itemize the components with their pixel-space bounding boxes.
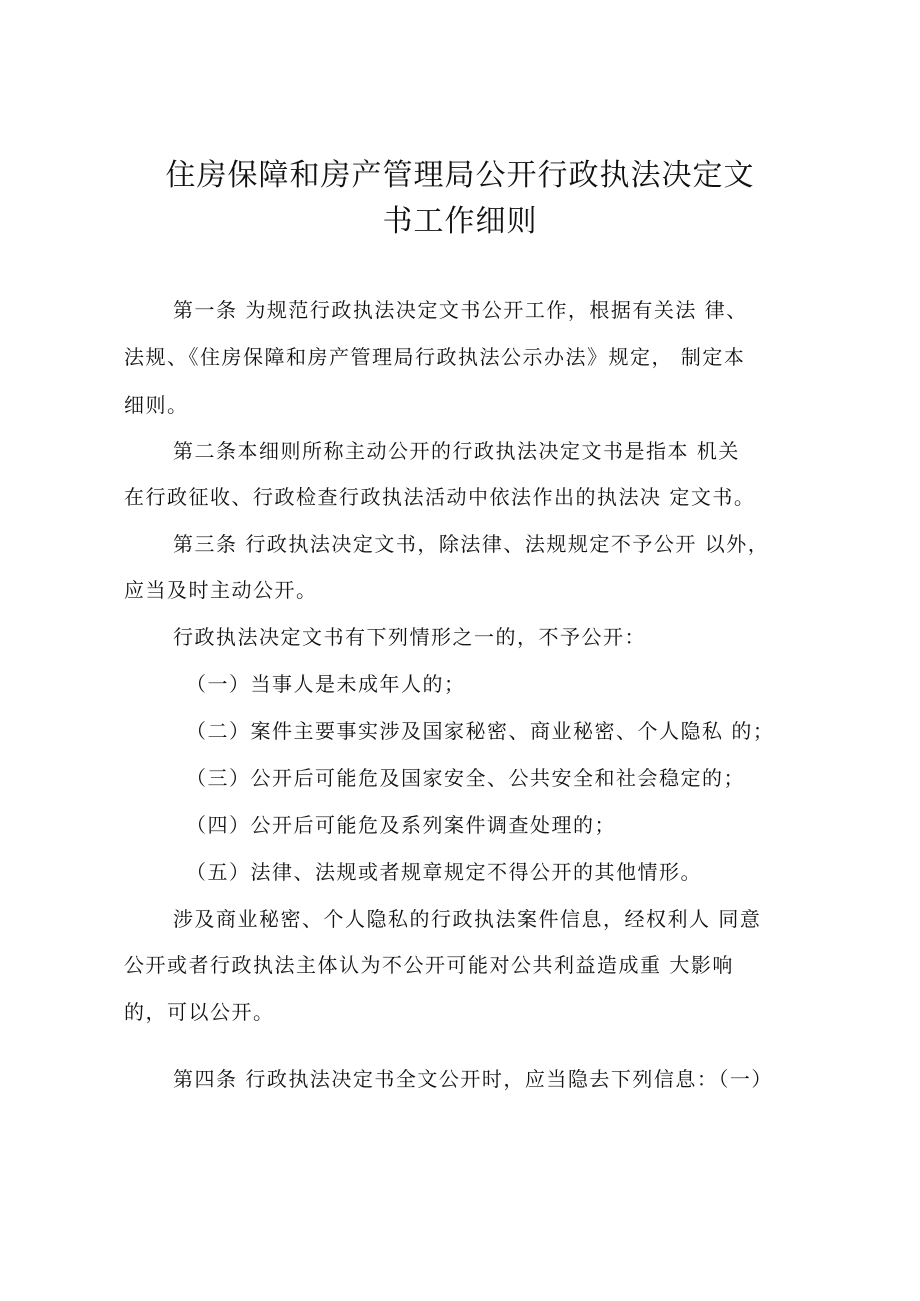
disclosure-exception-line-2: 公开或者行政执法主体认为不公开可能对公共利益造成重 大影响 <box>124 953 734 977</box>
document-title-line-2: 书工作细则 <box>382 204 538 239</box>
disclosure-exception-line-3: 的，可以公开。 <box>124 1000 275 1024</box>
article-1-line-2: 法规、《住房保障和房产管理局行政执法公示办法》规定， 制定本 <box>124 345 746 369</box>
article-3-line-1: 第三条 行政执法决定文书，除法律、法规规定不予公开 以外， <box>173 532 770 556</box>
exclusion-item-2: （二）案件主要事实涉及国家秘密、商业秘密、个人隐私 的； <box>186 719 775 743</box>
exclusion-item-3: （三）公开后可能危及国家安全、公共安全和社会稳定的； <box>186 766 745 790</box>
exclusion-item-4: （四）公开后可能危及系列案件调查处理的； <box>186 813 616 837</box>
article-2-line-2: 在行政征收、行政检查行政执法活动中依法作出的执法决 定文书。 <box>124 485 756 509</box>
exclusions-intro: 行政执法决定文书有下列情形之一的，不予公开： <box>173 625 646 649</box>
disclosure-exception-line-1: 涉及商业秘密、个人隐私的行政执法案件信息，经权利人 同意 <box>173 907 762 931</box>
article-4-line-1: 第四条 行政执法决定书全文公开时，应当隐去下列信息：（一） <box>173 1067 773 1091</box>
article-1-line-3: 细则。 <box>124 393 189 417</box>
article-1-line-1: 第一条 为规范行政执法决定文书公开工作，根据有关法 律、 <box>173 298 748 322</box>
article-2-line-1: 第二条本细则所称主动公开的行政执法决定文书是指本 机关 <box>173 439 740 463</box>
exclusion-item-5: （五）法律、法规或者规章规定不得公开的其他情形。 <box>186 860 702 884</box>
document-title-line-1: 住房保障和房产管理局公开行政执法决定文 <box>165 158 755 193</box>
article-3-line-2: 应当及时主动公开。 <box>124 578 318 602</box>
exclusion-item-1: （一）当事人是未成年人的； <box>186 672 466 696</box>
